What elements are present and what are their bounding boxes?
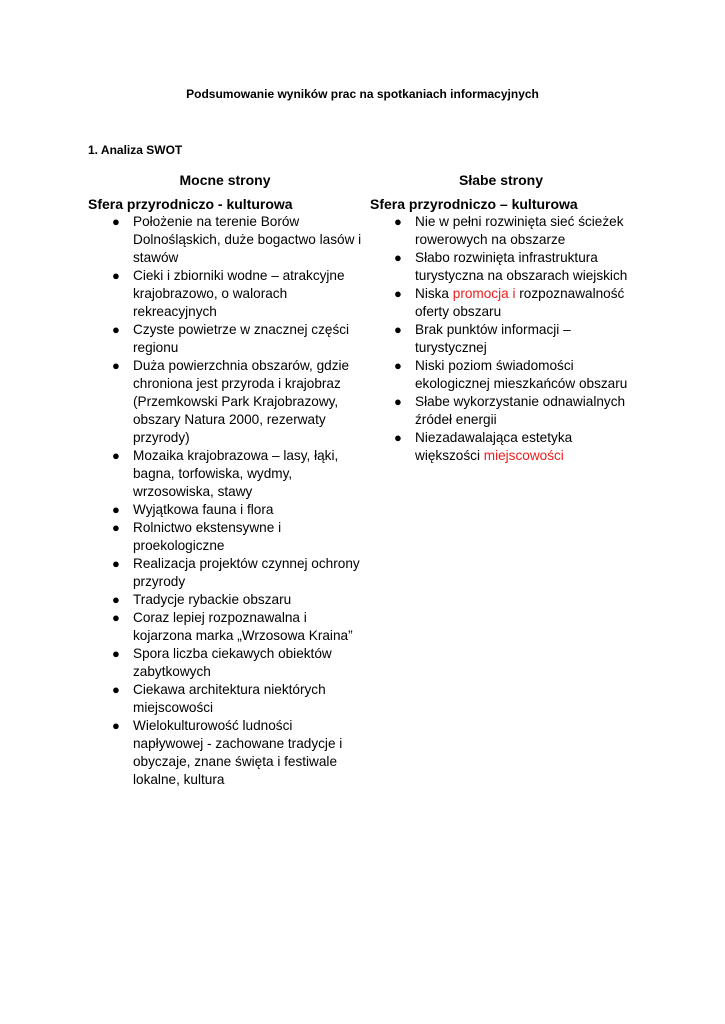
list-item: ● Niska promocja i rozpoznawalność oferty obszaru (394, 286, 625, 319)
weaknesses-list (370, 213, 632, 465)
list-item: ● Tradycje rybackie obszaru (112, 592, 292, 607)
list-item: ● Niski poziom świadomości ekologicznej mieszkańców obszaru (394, 358, 628, 391)
bullet-icon: ● (112, 448, 120, 463)
list-item: ● Cieki i zbiorniki wodne – atrakcyjne krajobrazowo, o walorach rekreacyjnych (112, 268, 345, 319)
highlighted-text: promocja i (452, 286, 516, 301)
bullet-icon: ● (112, 646, 120, 661)
bullet-icon: ● (112, 520, 120, 535)
list-item: ● Wyjątkowa fauna i flora (112, 502, 274, 517)
strengths-column (88, 171, 366, 789)
bullet-icon: ● (394, 430, 402, 445)
list-item: ● Nie w pełni rozwinięta sieć ścieżek rowerowych na obszarze (394, 214, 624, 247)
bullet-icon: ● (112, 268, 120, 283)
list-item: ● Duża powierzchnia obszarów, gdzie chroniona jest przyroda i krajobraz (Przemkowski Park Krajobrazowy, obszary Natura 2000, rezerwaty przyrody) (112, 358, 350, 445)
strengths-heading: Mocne strony (179, 172, 271, 188)
page-title: Podsumowanie wyników prac na spotkaniach informacyjnych (186, 87, 539, 101)
list-item: ● Położenie na terenie Borów Dolnośląskich, duże bogactwo lasów i stawów (112, 214, 362, 265)
list-item: ● Spora liczba ciekawych obiektów zabytkowych (112, 646, 332, 679)
list-item: ● Coraz lepiej rozpoznawalna i kojarzona marka „Wrzosowa Kraina” (112, 610, 353, 643)
list-item: ● Niezadawalająca estetyka większości miejscowości (394, 430, 573, 463)
bullet-icon: ● (394, 214, 402, 229)
list-item: ● Słabe wykorzystanie odnawialnych źródeł energii (394, 394, 626, 427)
weaknesses-sphere-heading: Sfera przyrodniczo – kulturowa (370, 196, 578, 212)
list-item: ● Realizacja projektów czynnej ochrony przyrody (112, 556, 360, 589)
highlighted-text: miejscowości (483, 448, 564, 463)
list-item: ● Rolnictwo ekstensywne i proekologiczne (112, 520, 282, 553)
list-item: ● Brak punktów informacji – turystycznej (394, 322, 571, 355)
bullet-icon: ● (394, 322, 402, 337)
bullet-icon: ● (394, 250, 402, 265)
bullet-icon: ● (112, 214, 120, 229)
list-item: ● Wielokulturowość ludności napływowej - zachowane tradycje i obyczaje, znane święta i festiwale lokalne, kultura (112, 718, 343, 787)
bullet-icon: ● (112, 358, 120, 373)
strengths-sphere-heading: Sfera przyrodniczo - kulturowa (88, 196, 293, 212)
list-item: ● Ciekawa architektura niektórych miejscowości (112, 682, 326, 715)
list-item: ● Mozaika krajobrazowa – lasy, łąki, bagna, torfowiska, wydmy, wrzosowiska, stawy (112, 448, 339, 499)
weaknesses-heading: Słabe strony (458, 172, 544, 188)
bullet-icon: ● (112, 322, 120, 337)
bullet-icon: ● (394, 358, 402, 373)
bullet-icon: ● (112, 610, 120, 625)
weaknesses-column (370, 171, 632, 465)
list-item: ● Czyste powietrze w znacznej części regionu (112, 322, 350, 355)
bullet-icon: ● (112, 556, 120, 571)
bullet-icon: ● (394, 394, 402, 409)
bullet-icon: ● (112, 592, 120, 607)
strengths-list (88, 213, 366, 789)
section-heading: 1. Analiza SWOT (88, 143, 183, 157)
bullet-icon: ● (112, 502, 120, 517)
bullet-icon: ● (112, 682, 120, 697)
list-item: ● Słabo rozwinięta infrastruktura turystyczna na obszarach wiejskich (394, 250, 628, 283)
bullet-icon: ● (394, 286, 402, 301)
bullet-icon: ● (112, 718, 120, 733)
